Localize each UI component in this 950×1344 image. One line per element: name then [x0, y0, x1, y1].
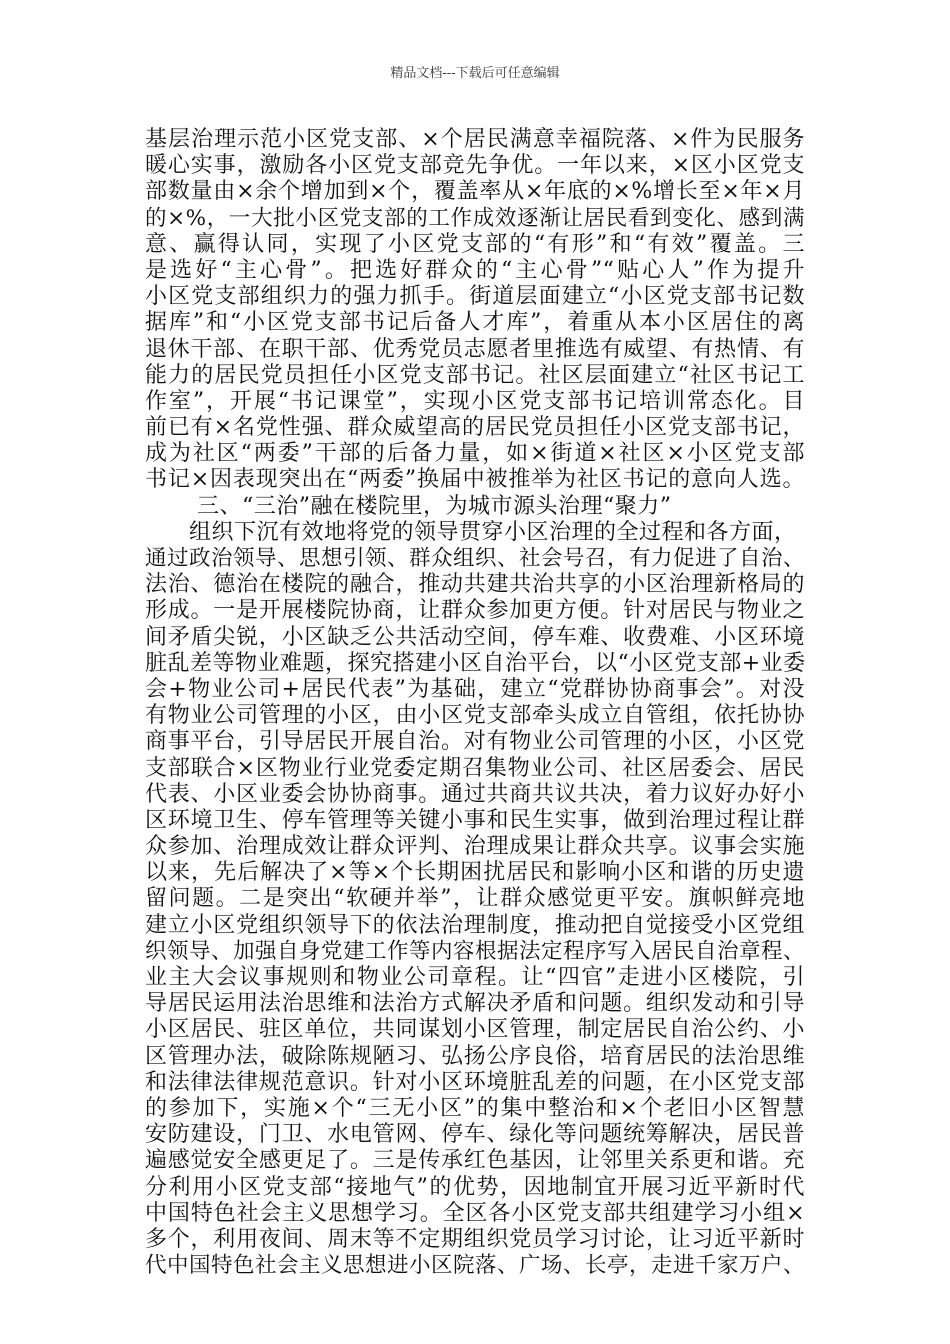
- text-line: 通过政治领导、思想引领、群众组织、社会号召，有力促进了自治、: [145, 546, 806, 571]
- text-line: 的×%，一大批小区党支部的工作成效逐渐让居民看到变化、感到满: [145, 205, 805, 231]
- text-line: 有物业公司管理的小区，由小区党支部牵头成立自管组，依托协协: [145, 703, 805, 729]
- section-heading: 三、“三治”融在楼院里，为城市源头治理“聚力”: [197, 493, 672, 519]
- text-line: 基层治理示范小区党支部、×个居民满意幸福院落、×件为民服务: [145, 127, 805, 152]
- text-line: 成为社区“两委”干部的后备力量，如×街道×社区×小区党支部: [145, 441, 805, 467]
- text-line: 暖心实事，激励各小区党支部竞先争优。一年以来，×区小区党支: [145, 153, 805, 179]
- text-line: 作室”，开展“书记课堂”，实现小区党支部书记培训常态化。目: [145, 388, 805, 414]
- text-line: 中国特色社会主义思想学习。全区各小区党支部共组建学习小组×: [145, 1200, 805, 1226]
- text-line: 间矛盾尖锐，小区缺乏公共活动空间，停车难、收费难、小区环境: [145, 624, 805, 650]
- text-line: 代中国特色社会主义思想进小区院落、广场、长亭，走进千家万户、: [145, 1253, 806, 1279]
- text-line: 据库”和“小区党支部书记后备人才库”，着重从本小区居住的离: [145, 310, 805, 336]
- page-header: 精品文档---下载后可任意编辑: [390, 66, 560, 81]
- text-line: 意、赢得认同，实现了小区党支部的“有形”和“有效”覆盖。三: [145, 231, 805, 257]
- text-line: 是选好“主心骨”。把选好群众的“主心骨”“贴心人”作为提升: [145, 257, 805, 283]
- text-line: 和法律法律规范意识。针对小区环境脏乱差的问题，在小区党支部: [145, 1069, 805, 1095]
- text-line: 组织下沉有效地将党的领导贯穿小区治理的全过程和各方面，: [189, 519, 797, 545]
- text-line: 区管理办法，破除陈规陋习、弘扬公序良俗，培育居民的法治思维: [145, 1043, 805, 1069]
- text-line: 安防建设，门卫、水电管网、停车、绿化等问题统筹解决，居民普: [145, 1122, 805, 1148]
- text-line: 退休干部、在职干部、优秀党员志愿者里推选有威望、有热情、有: [145, 336, 805, 362]
- text-line: 小区党支部组织力的强力抓手。街道层面建立“小区党支部书记数: [145, 284, 805, 310]
- text-line: 业主大会议事规则和物业公司章程。让“四官”走进小区楼院，引: [145, 965, 805, 990]
- text-line: 形成。一是开展楼院协商，让群众参加更方便。针对居民与物业之: [145, 598, 805, 624]
- text-line: 会+物业公司+居民代表”为基础，建立“党群协协商事会”。对没: [145, 676, 805, 702]
- text-line: 支部联合×区物业行业党委定期召集物业公司、社区居委会、居民: [145, 755, 805, 781]
- text-line: 建立小区党组织领导下的依法治理制度，推动把自觉接受小区党组: [145, 912, 805, 938]
- document-body: [145, 127, 805, 1279]
- text-line: 能力的居民党员担任小区党支部书记。社区层面建立“社区书记工: [145, 362, 805, 388]
- text-line: 代表、小区业委会协协商事。通过共商共议共决，着力议好办好小: [145, 781, 805, 807]
- text-line: 遍感觉安全感更足了。三是传承红色基因，让邻里关系更和谐。充: [145, 1148, 805, 1174]
- text-line: 众参加、治理成效让群众评判、治理成果让群众共享。议事会实施: [145, 834, 805, 860]
- text-line: 以来，先后解决了×等×个长期困扰居民和影响小区和谐的历史遗: [145, 860, 805, 886]
- text-line: 多个，利用夜间、周末等不定期组织党员学习讨论，让习近平新时: [145, 1226, 805, 1252]
- text-line: 的参加下，实施×个“三无小区”的集中整治和×个老旧小区智慧: [145, 1095, 805, 1121]
- text-line: 书记×因表现突出在“两委”换届中被推举为社区书记的意向人选。: [145, 467, 805, 493]
- text-line: 商事平台，引导居民开展自治。对有物业公司管理的小区，小区党: [145, 729, 805, 755]
- text-line: 留问题。二是突出“软硬并举”，让群众感觉更平安。旗帜鲜亮地: [145, 886, 805, 912]
- text-line: 法治、德治在楼院的融合，推动共建共治共享的小区治理新格局的: [145, 572, 805, 598]
- text-line: 导居民运用法治思维和法治方式解决矛盾和问题。组织发动和引导: [145, 991, 805, 1017]
- text-line: 前已有×名党性强、群众威望高的居民党员担任小区党支部书记，: [145, 415, 805, 441]
- text-line: 部数量由×余个增加到×个，覆盖率从×年底的×%增长至×年×月: [145, 179, 805, 205]
- text-line: 分利用小区党支部“接地气”的优势，因地制宜开展习近平新时代: [145, 1174, 805, 1200]
- text-line: 区环境卫生、停车管理等关键小事和民生实事，做到治理过程让群: [145, 807, 805, 833]
- text-line: 织领导、加强自身党建工作等内容根据法定程序写入居民自治章程、: [145, 938, 806, 964]
- text-line: 小区居民、驻区单位，共同谋划小区管理，制定居民自治公约、小: [145, 1017, 805, 1043]
- text-line: 脏乱差等物业难题，探究搭建小区自治平台，以“小区党支部+业委: [145, 650, 806, 676]
